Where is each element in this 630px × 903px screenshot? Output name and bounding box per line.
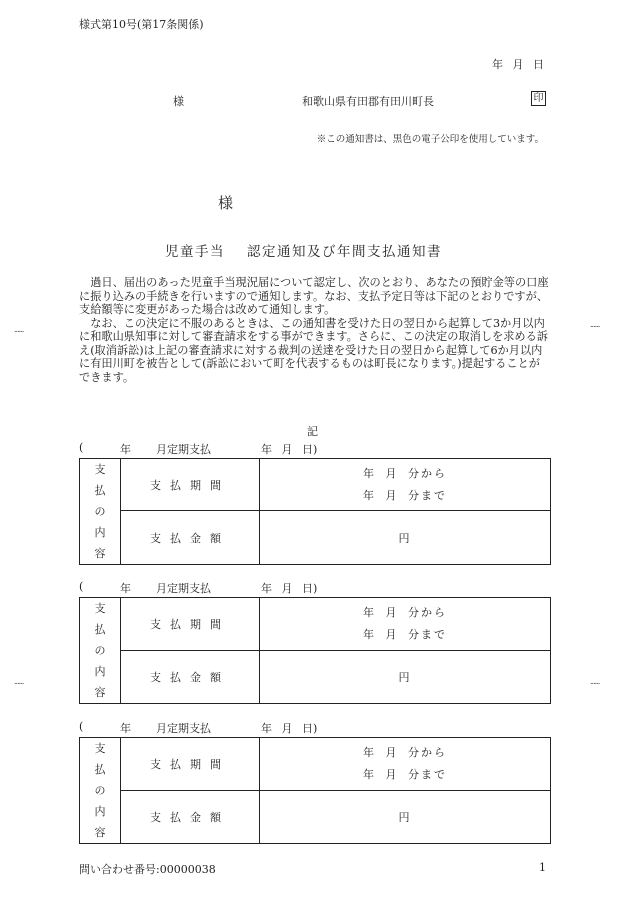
period-value: 年 月 分から 年 月 分まで (260, 598, 551, 651)
document-title (165, 240, 442, 260)
ki-heading: 記 (307, 425, 318, 438)
year-label: 年 (120, 582, 131, 595)
amount-value: 円 (260, 791, 551, 844)
date-label: 年 月 日) (261, 582, 318, 595)
issue-date: 年 月 日 (492, 58, 544, 71)
period-label: 支払期間 (121, 598, 260, 651)
open-paren: ( (79, 580, 84, 593)
date-label: 年 月 日) (261, 722, 318, 735)
payment-table (79, 458, 551, 565)
open-paren: ( (79, 720, 84, 733)
category-cell: 支 払 の 内 容 (80, 459, 121, 565)
date-label: 年 月 日) (261, 443, 318, 456)
body-text (79, 276, 549, 384)
inquiry-number: 問い合わせ番号:00000038 (79, 863, 216, 876)
page-number: 1 (539, 861, 546, 874)
period-label: 支払期間 (121, 459, 260, 511)
period-label: 支払期間 (121, 738, 260, 791)
scheduled-label: 月定期支払 (156, 582, 211, 595)
payment-table (79, 737, 551, 844)
period-value: 年 月 分から 年 月 分まで (260, 459, 551, 511)
category-cell: 支 払 の 内 容 (80, 738, 121, 844)
fold-mark-right-1: ...... (590, 320, 600, 329)
fold-mark-right-2: ...... (590, 677, 600, 686)
year-label: 年 (120, 722, 131, 735)
open-paren: ( (79, 441, 84, 454)
fold-mark-left-2: ...... (14, 677, 24, 686)
addressee-suffix-top: 様 (173, 95, 184, 108)
form-number: 様式第10号(第17条関係) (79, 18, 204, 31)
body-paragraph-1: 過日、届出のあった児童手当現況届について認定し、次のとおり、あなたの預貯金等の口座に振り込みの手続きを行いますので通知します。なお、支払予定日等は下記のとおりですが、支給額等に変更があった場合は改めて通知します。 (79, 276, 549, 316)
issuer-name: 和歌山県有田郡有田川町長 (302, 95, 434, 108)
scheduled-label: 月定期支払 (156, 722, 211, 735)
fold-mark-left-1: ...... (14, 325, 24, 334)
seal-mark: 印 (531, 91, 546, 106)
title-part-1: 児童手当 (165, 244, 225, 260)
scheduled-label: 月定期支払 (156, 443, 211, 456)
amount-label: 支払金額 (121, 651, 260, 704)
seal-note: ※この通知書は、黒色の電子公印を使用しています。 (316, 134, 544, 145)
addressee-suffix-main: 様 (218, 194, 234, 212)
period-value: 年 月 分から 年 月 分まで (260, 738, 551, 791)
category-cell: 支 払 の 内 容 (80, 598, 121, 704)
body-paragraph-2: なお、この決定に不服のあるときは、この通知書を受けた日の翌日から起算して3か月以内に和歌山県知事に対して審査請求をする事ができます。さらに、この決定の取消しを求める訴え(取消訴訟)は上記の審査請求に対する裁判の送達を受けた日の翌日から起算して6か月以内に有田川町を被告として(訴訟において町を代表するものは町長になります。)提起することができます。 (79, 316, 548, 384)
amount-label: 支払金額 (121, 791, 260, 844)
year-label: 年 (120, 443, 131, 456)
amount-value: 円 (260, 511, 551, 565)
amount-label: 支払金額 (121, 511, 260, 565)
title-part-2: 認定通知及び年間支払通知書 (247, 244, 442, 260)
payment-table (79, 597, 551, 704)
amount-value: 円 (260, 651, 551, 704)
